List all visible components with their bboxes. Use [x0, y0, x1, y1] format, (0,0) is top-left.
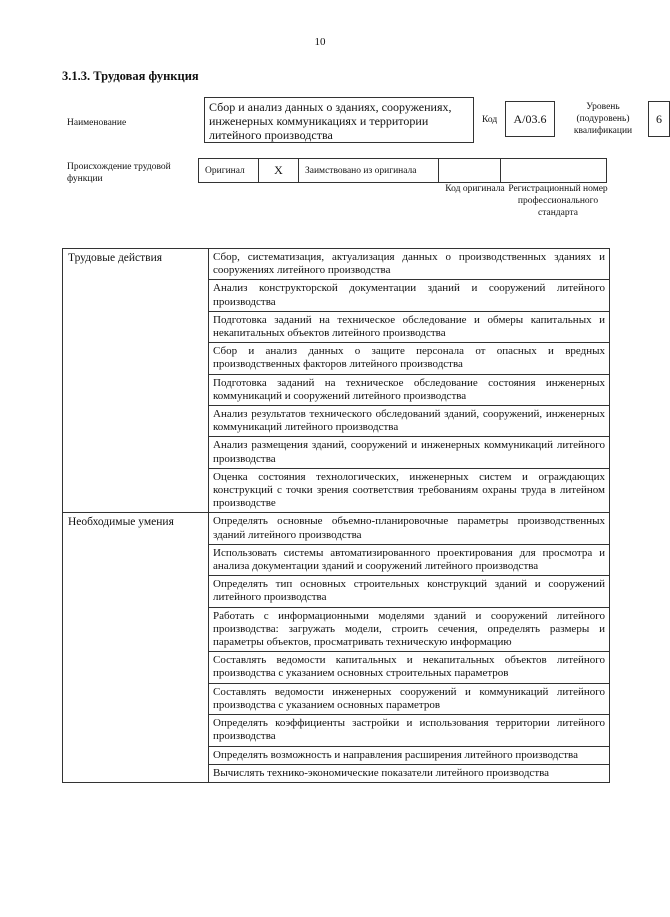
name-value: Сбор и анализ данных о зданиях, сооружениях, инженерных коммуникациях и территории литейного производства [204, 97, 474, 143]
level-value: 6 [648, 101, 670, 137]
code-label: Код [482, 115, 498, 125]
section-item: Сбор и анализ данных о защите персонала от опасных и вредных производственных факторов литейного производства [209, 343, 610, 374]
section-item: Определять возможность и направления расширения литейного производства [209, 746, 610, 764]
section-item: Составлять ведомости капитальных и некапитальных объектов литейного производства с указанием основных строительных параметров [209, 652, 610, 683]
section-item: Использовать системы автоматизированного проектирования для просмотра и анализа документации зданий и сооружений литейного производства [209, 544, 610, 575]
section-item: Определять основные объемно-планировочные параметры производственных зданий литейного производства [209, 513, 610, 544]
page-number: 10 [314, 36, 326, 48]
code-value: A/03.6 [505, 101, 555, 137]
reg-number-cell [501, 159, 607, 183]
section-item: Сбор, систематизация, актуализация данных о производственных зданиях и сооружениях литейного производства [209, 249, 610, 280]
section-category: Трудовые действия [63, 249, 209, 513]
section-item: Анализ результатов технического обследований зданий, сооружений, инженерных коммуникаций литейного производства [209, 406, 610, 437]
original-mark: X [259, 159, 299, 183]
code-original-label: Код оригинала [445, 184, 505, 194]
section-item: Определять тип основных строительных конструкций зданий и сооружений литейного производства [209, 576, 610, 607]
section-item: Анализ размещения зданий, сооружений и инженерных коммуникаций литейного производства [209, 437, 610, 468]
level-label: Уровень (подуровень) квалификации [573, 102, 633, 136]
table-row [63, 513, 610, 544]
function-content-table [62, 248, 610, 783]
function-header [62, 97, 662, 147]
section-item: Анализ конструкторской документации зданий и сооружений литейного производства [209, 280, 610, 311]
section-title: 3.1.3. Трудовая функция [62, 69, 199, 83]
origin-label: Происхождение трудовой функции [67, 162, 171, 184]
section-item: Вычислять технико-экономические показатели литейного производства [209, 764, 610, 782]
code-original-cell [439, 159, 501, 183]
name-label: Наименование [67, 118, 127, 128]
section-item: Работать с информационными моделями зданий и сооружений литейного производства: загружать модели, строить сечения, определять размеры и параметры объектов, просматривать техническую информацию [209, 607, 610, 652]
section-category: Необходимые умения [63, 513, 209, 782]
original-label: Оригинал [199, 159, 259, 183]
reg-number-label: Регистрационный номер профессионального стандарта [508, 184, 608, 218]
table-row [63, 249, 610, 280]
borrowed-label: Заимствовано из оригинала [299, 159, 439, 183]
section-item: Оценка состояния технологических, инженерных систем и ограждающих конструкций с точки зрения соответствия требованиям охраны труда в литейном производстве [209, 468, 610, 513]
section-item: Определять коэффициенты застройки и использования территории литейного производства [209, 715, 610, 746]
section-item: Составлять ведомости инженерных сооружений и коммуникаций литейного производства с указанием основных параметров [209, 683, 610, 714]
section-item: Подготовка заданий на техническое обследование состояния инженерных коммуникаций и сооружений литейного производства [209, 374, 610, 405]
origin-table [198, 158, 607, 183]
section-item: Подготовка заданий на техническое обследование и обмеры капитальных и некапитальных объектов литейного производства [209, 311, 610, 342]
